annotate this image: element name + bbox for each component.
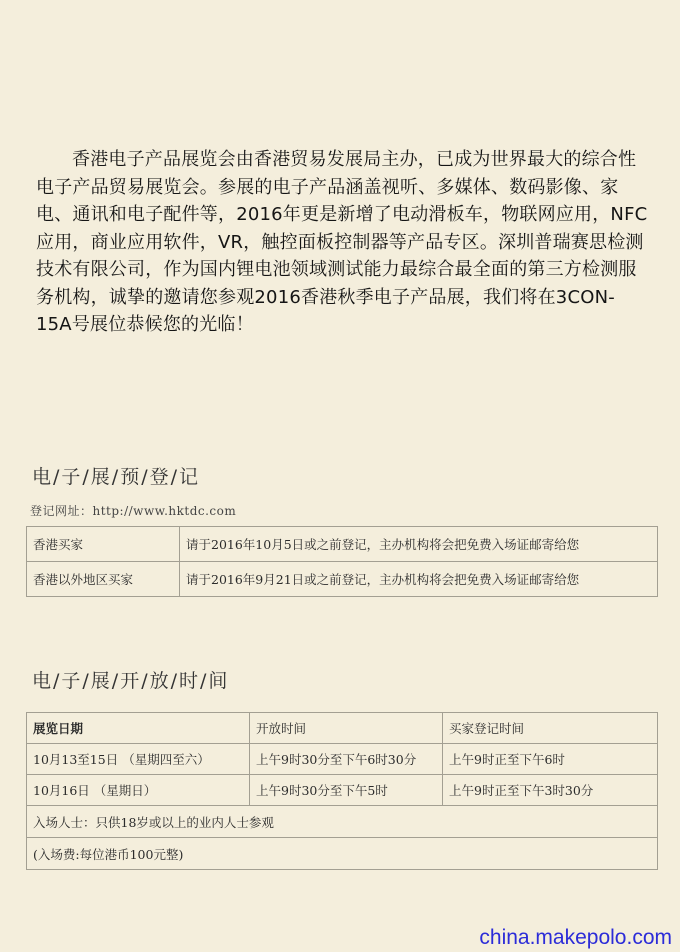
table-row xyxy=(27,562,658,597)
header-buyer-registration: 买家登记时间 xyxy=(443,713,658,744)
fee-row xyxy=(27,838,658,870)
registration-note: 请于2016年9月21日或之前登记，主办机构将会把免费入场证邮寄给您 xyxy=(180,562,658,597)
buyer-type: 香港买家 xyxy=(27,527,180,562)
open-time-cell: 上午9时30分至下午5时 xyxy=(250,775,443,806)
date-cell: 10月16日 （星期日） xyxy=(27,775,250,806)
fee-note: (入场费:每位港币100元整) xyxy=(27,838,658,870)
table-row xyxy=(27,527,658,562)
table-row xyxy=(27,775,658,806)
date-cell: 10月13至15日 （星期四至六） xyxy=(27,744,250,775)
intro-paragraph: 香港电子产品展览会由香港贸易发展局主办，已成为世界最大的综合性电子产品贸易展览会。参展的电子产品涵盖视听、多媒体、数码影像、家电、通讯和电子配件等，2016年更是新增了电动滑板车，物联网应用，NFC应用，商业应用软件，VR，触控面板控制器等产品专区。深圳普瑞赛思检测技术有限公司，作为国内锂电池领域测试能力最综合最全面的第三方检测服务机构，诚挚的邀请您参观2016香港秋季电子产品展，我们将在3CON-15A号展位恭候您的光临！ xyxy=(36,149,648,335)
registration-time-cell: 上午9时正至下午6时 xyxy=(443,744,658,775)
header-open-time: 开放时间 xyxy=(250,713,443,744)
table-row xyxy=(27,744,658,775)
open-time-cell: 上午9时30分至下午6时30分 xyxy=(250,744,443,775)
registration-title: 电/子/展/预/登/记 xyxy=(32,466,201,488)
opening-title: 电/子/展/开/放/时/间 xyxy=(32,670,230,692)
admission-row xyxy=(27,806,658,838)
buyer-type: 香港以外地区买家 xyxy=(27,562,180,597)
watermark: china.makepolo.com xyxy=(479,926,672,949)
registration-url: 登记网址：http://www.hktdc.com xyxy=(30,504,237,518)
opening-hours-table xyxy=(26,712,658,870)
registration-time-cell: 上午9时正至下午3时30分 xyxy=(443,775,658,806)
table-header-row xyxy=(27,713,658,744)
registration-note: 请于2016年10月5日或之前登记，主办机构将会把免费入场证邮寄给您 xyxy=(180,527,658,562)
admission-note: 入场人士：只供18岁或以上的业内人士参观 xyxy=(27,806,658,838)
registration-table xyxy=(26,526,658,597)
header-date: 展览日期 xyxy=(27,713,250,744)
